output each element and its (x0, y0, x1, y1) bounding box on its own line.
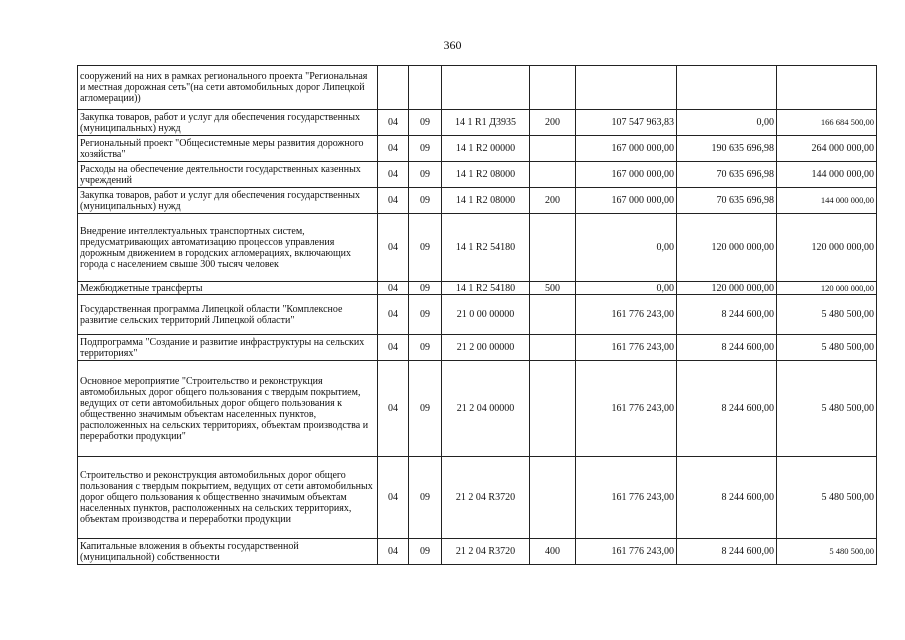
amount-year-1: 0,00 (576, 214, 677, 282)
row-name: Основное мероприятие "Строительство и реконструкция автомобильных дорог общего пользования с твердым покрытием, ведущих от сети автомобильных дорог общего пользования к общественно значимым объектам населенных пунктов, расположенных на сельских территориях, объектам производства и переработки продукции" (78, 361, 378, 457)
target-article-code: 21 2 04 R3720 (442, 539, 530, 565)
amount-year-2: 120 000 000,00 (677, 214, 777, 282)
table-row (78, 162, 877, 188)
row-name: Закупка товаров, работ и услуг для обеспечения государственных (муниципальных) нужд (78, 188, 378, 214)
subsection-code: 09 (409, 214, 442, 282)
subsection-code: 09 (409, 136, 442, 162)
amount-year-3: 144 000 000,00 (777, 162, 877, 188)
expense-type-code (530, 457, 576, 539)
table-row (78, 136, 877, 162)
amount-year-2: 8 244 600,00 (677, 295, 777, 335)
section-code: 04 (378, 136, 409, 162)
amount-year-3: 264 000 000,00 (777, 136, 877, 162)
amount-year-2: 8 244 600,00 (677, 539, 777, 565)
target-article-code: 14 1 R1 Д3935 (442, 110, 530, 136)
row-name: Расходы на обеспечение деятельности государственных казенных учреждений (78, 162, 378, 188)
section-code: 04 (378, 539, 409, 565)
section-code (378, 66, 409, 110)
subsection-code: 09 (409, 188, 442, 214)
table-row (78, 335, 877, 361)
amount-year-1: 167 000 000,00 (576, 188, 677, 214)
section-code: 04 (378, 162, 409, 188)
expense-type-code: 400 (530, 539, 576, 565)
section-code: 04 (378, 188, 409, 214)
row-name: сооружений на них в рамках регионального проекта "Региональная и местная дорожная сеть"(на сети автомобильных дорог Липецкой агломерации)) (78, 66, 378, 110)
table-row (78, 110, 877, 136)
subsection-code (409, 66, 442, 110)
amount-year-2: 8 244 600,00 (677, 361, 777, 457)
expense-type-code (530, 295, 576, 335)
row-name: Закупка товаров, работ и услуг для обеспечения государственных (муниципальных) нужд (78, 110, 378, 136)
target-article-code: 21 2 04 R3720 (442, 457, 530, 539)
amount-year-3: 5 480 500,00 (777, 361, 877, 457)
row-name: Капитальные вложения в объекты государственной (муниципальной) собственности (78, 539, 378, 565)
amount-year-1: 161 776 243,00 (576, 539, 677, 565)
expense-type-code (530, 361, 576, 457)
target-article-code (442, 66, 530, 110)
section-code: 04 (378, 295, 409, 335)
row-name: Подпрограмма "Создание и развитие инфраструктуры на сельских территориях" (78, 335, 378, 361)
amount-year-2: 70 635 696,98 (677, 188, 777, 214)
page-number: 360 (443, 38, 462, 52)
amount-year-2: 190 635 696,98 (677, 136, 777, 162)
subsection-code: 09 (409, 539, 442, 565)
row-name: Государственная программа Липецкой области "Комплексное развитие сельских территорий Липецкой области" (78, 295, 378, 335)
subsection-code: 09 (409, 361, 442, 457)
subsection-code: 09 (409, 282, 442, 295)
row-name: Внедрение интеллектуальных транспортных систем, предусматривающих автоматизацию процессов управления дорожным движением в городских агломерациях, включающих города с населением свыше 300 тысяч человек (78, 214, 378, 282)
budget-table (77, 65, 877, 565)
amount-year-1 (576, 66, 677, 110)
expense-type-code: 200 (530, 188, 576, 214)
target-article-code: 21 0 00 00000 (442, 295, 530, 335)
amount-year-2: 8 244 600,00 (677, 335, 777, 361)
amount-year-1: 0,00 (576, 282, 677, 295)
table-row (78, 188, 877, 214)
table-row (78, 295, 877, 335)
table-row (78, 282, 877, 295)
amount-year-3: 5 480 500,00 (777, 295, 877, 335)
amount-year-3: 5 480 500,00 (777, 457, 877, 539)
subsection-code: 09 (409, 457, 442, 539)
amount-year-1: 161 776 243,00 (576, 335, 677, 361)
target-article-code: 14 1 R2 54180 (442, 214, 530, 282)
amount-year-2: 120 000 000,00 (677, 282, 777, 295)
amount-year-1: 167 000 000,00 (576, 136, 677, 162)
expense-type-code (530, 136, 576, 162)
expense-type-code (530, 335, 576, 361)
amount-year-2: 70 635 696,98 (677, 162, 777, 188)
amount-year-1: 161 776 243,00 (576, 457, 677, 539)
subsection-code: 09 (409, 162, 442, 188)
section-code: 04 (378, 282, 409, 295)
table-row (78, 214, 877, 282)
expense-type-code (530, 162, 576, 188)
amount-year-3: 166 684 500,00 (777, 110, 877, 136)
amount-year-2: 8 244 600,00 (677, 457, 777, 539)
subsection-code: 09 (409, 335, 442, 361)
row-name: Межбюджетные трансферты (78, 282, 378, 295)
table-row (78, 66, 877, 110)
amount-year-3: 5 480 500,00 (777, 539, 877, 565)
table-row (78, 361, 877, 457)
amount-year-3: 120 000 000,00 (777, 214, 877, 282)
section-code: 04 (378, 110, 409, 136)
section-code: 04 (378, 214, 409, 282)
table-row (78, 539, 877, 565)
expense-type-code: 500 (530, 282, 576, 295)
amount-year-3 (777, 66, 877, 110)
amount-year-1: 161 776 243,00 (576, 295, 677, 335)
amount-year-3: 120 000 000,00 (777, 282, 877, 295)
subsection-code: 09 (409, 295, 442, 335)
section-code: 04 (378, 457, 409, 539)
amount-year-1: 167 000 000,00 (576, 162, 677, 188)
amount-year-3: 5 480 500,00 (777, 335, 877, 361)
target-article-code: 21 2 04 00000 (442, 361, 530, 457)
row-name: Региональный проект "Общесистемные меры развития дорожного хозяйства" (78, 136, 378, 162)
table-row (78, 457, 877, 539)
amount-year-2: 0,00 (677, 110, 777, 136)
subsection-code: 09 (409, 110, 442, 136)
row-name: Строительство и реконструкция автомобильных дорог общего пользования с твердым покрытием, ведущих от сети автомобильных дорог общего пользования к общественно значимым объектам населенных пунктов, расположенных на сельских территориях, объектам производства и переработки продукции (78, 457, 378, 539)
target-article-code: 14 1 R2 00000 (442, 136, 530, 162)
section-code: 04 (378, 361, 409, 457)
amount-year-1: 107 547 963,83 (576, 110, 677, 136)
amount-year-1: 161 776 243,00 (576, 361, 677, 457)
target-article-code: 14 1 R2 54180 (442, 282, 530, 295)
target-article-code: 21 2 00 00000 (442, 335, 530, 361)
section-code: 04 (378, 335, 409, 361)
amount-year-3: 144 000 000,00 (777, 188, 877, 214)
expense-type-code (530, 66, 576, 110)
target-article-code: 14 1 R2 08000 (442, 188, 530, 214)
amount-year-2 (677, 66, 777, 110)
target-article-code: 14 1 R2 08000 (442, 162, 530, 188)
expense-type-code: 200 (530, 110, 576, 136)
expense-type-code (530, 214, 576, 282)
